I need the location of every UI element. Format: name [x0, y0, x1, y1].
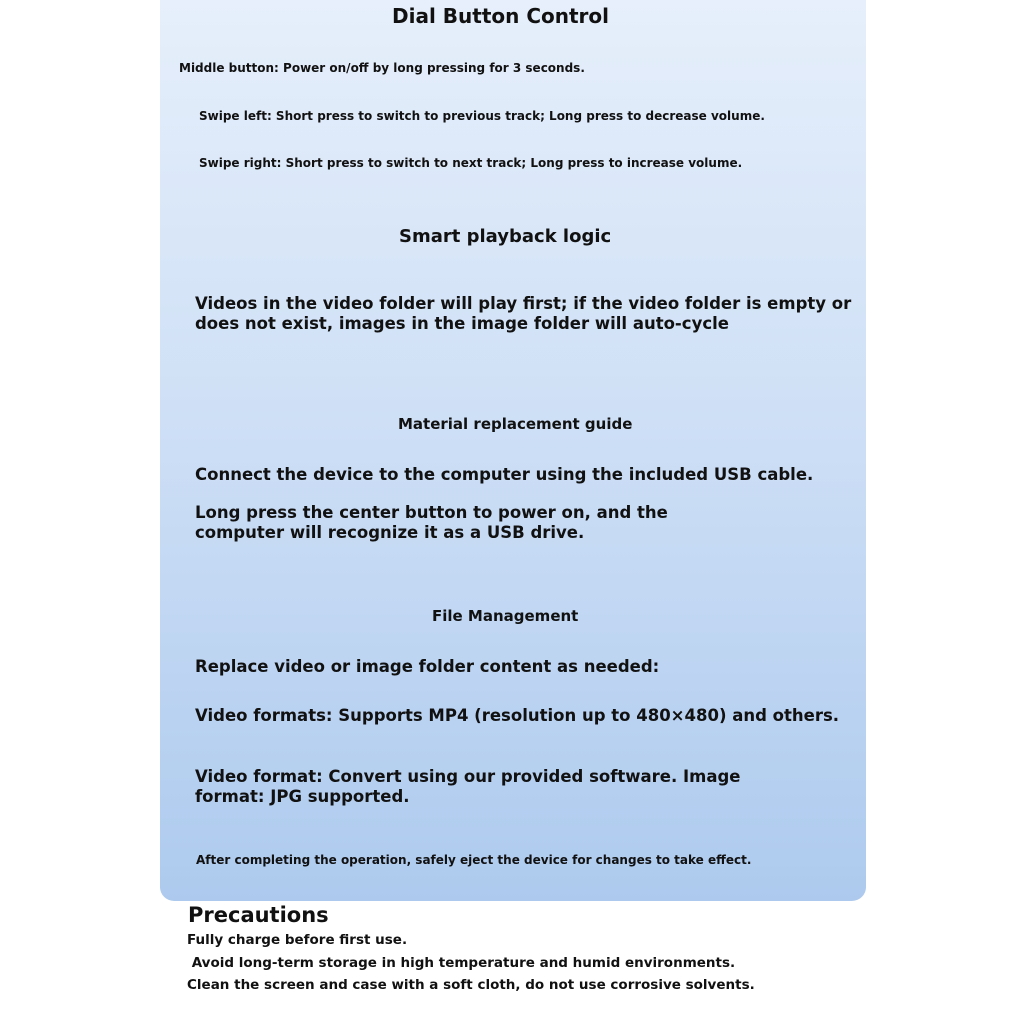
- dial-control-title: Dial Button Control: [392, 4, 609, 28]
- swipe-left-text: Swipe left: Short press to switch to previous track; Long press to decrease volume.: [199, 109, 765, 123]
- precautions-title: Precautions: [188, 903, 329, 927]
- precaution-item: Fully charge before first use.: [187, 932, 408, 948]
- replace-content-text: Replace video or image folder content as needed:: [195, 657, 660, 676]
- eject-device-text: After completing the operation, safely eject the device for changes to take effect.: [196, 853, 752, 867]
- playback-logic-title: Smart playback logic: [399, 226, 612, 247]
- convert-format-text-line-2: format: JPG supported.: [195, 787, 410, 806]
- convert-format-text-line-1: Video format: Convert using our provided software. Image: [195, 767, 741, 786]
- video-formats-text: Video formats: Supports MP4 (resolution up to 480×480) and others.: [195, 706, 840, 725]
- connect-usb-text: Connect the device to the computer using the included USB cable.: [195, 465, 814, 484]
- playback-text-line-2: does not exist, images in the image folder will auto-cycle: [195, 314, 729, 333]
- material-guide-title: Material replacement guide: [398, 415, 633, 433]
- precaution-item: Clean the screen and case with a soft cloth, do not use corrosive solvents.: [187, 977, 755, 993]
- file-management-title: File Management: [432, 607, 579, 625]
- middle-button-text: Middle button: Power on/off by long pressing for 3 seconds.: [179, 61, 585, 75]
- swipe-right-text: Swipe right: Short press to switch to next track; Long press to increase volume.: [199, 156, 743, 170]
- power-on-text-line-1: Long press the center button to power on, and the: [195, 503, 668, 522]
- power-on-text-line-2: computer will recognize it as a USB drive.: [195, 523, 585, 542]
- playback-text-line-1: Videos in the video folder will play first; if the video folder is empty or: [195, 294, 852, 313]
- precaution-item: Avoid long-term storage in high temperature and humid environments.: [187, 955, 736, 971]
